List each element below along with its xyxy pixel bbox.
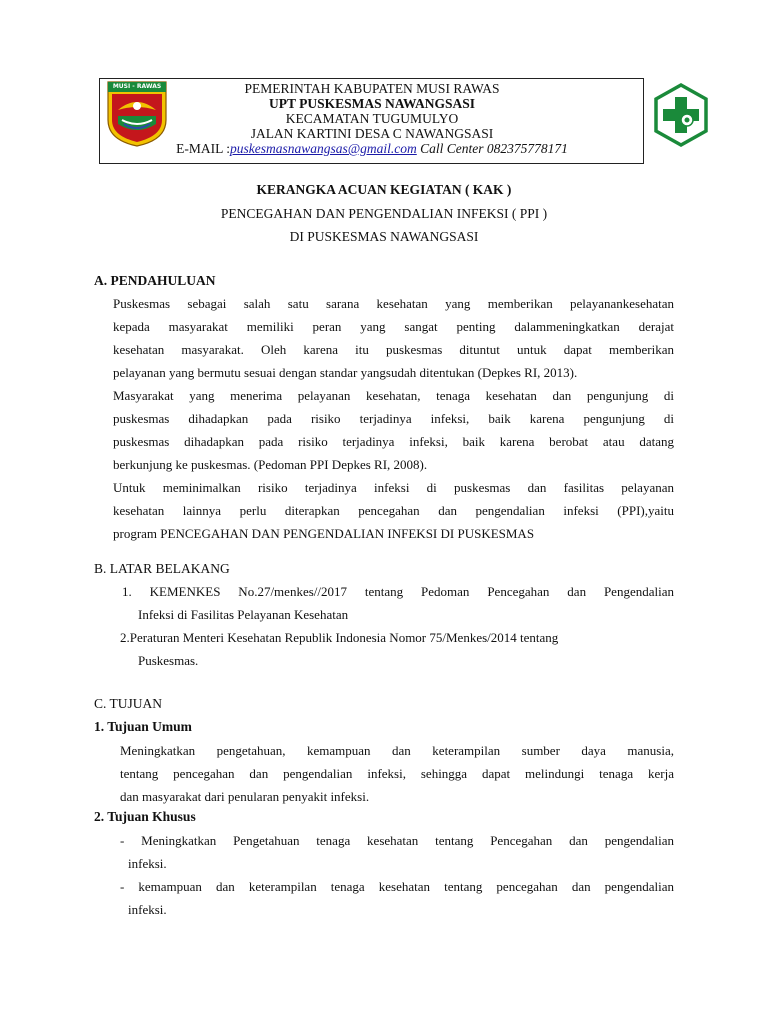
list-item-line: infeksi. xyxy=(128,856,167,871)
header-address: JALAN KARTINI DESA C NAWANGSASI xyxy=(250,126,494,141)
section-b-item-1 xyxy=(122,580,674,626)
section-a-heading: A. PENDAHULUAN xyxy=(94,273,216,288)
tujuan-khusus-item-2 xyxy=(120,875,674,921)
section-b-item-2 xyxy=(120,626,558,672)
list-item-line: 2.Peraturan Menteri Kesehatan Republik Indonesia Nomor 75/Menkes/2014 tentang xyxy=(120,630,559,645)
paragraph-line: pelayanan yang bermutu sesuai dengan standar yangsudah ditentukan (Depkes RI, 2013). xyxy=(113,365,578,380)
paragraph-line: kesehatan masyarakat. Oleh karena itu puskesmas dituntut untuk dapat memberikan xyxy=(113,342,674,357)
paragraph-line: kesehatan lainnya perlu diterapkan pencegahan dan pengendalian infeksi (PPI),yaitu xyxy=(113,503,674,518)
section-a-body xyxy=(113,292,674,545)
list-item-line: Puskesmas. xyxy=(138,653,199,668)
document-subtitle: PENCEGAHAN DAN PENGENDALIAN INFEKSI ( PPI ) xyxy=(220,206,548,221)
list-item-line: - kemampuan dan keterampilan tenaga kesehatan tentang pencegahan dan pengendalian xyxy=(120,879,674,894)
list-item-line: Infeksi di Fasilitas Pelayanan Kesehatan xyxy=(138,607,349,622)
section-b-heading: B. LATAR BELAKANG xyxy=(94,561,230,576)
header-government: PEMERINTAH KABUPATEN MUSI RAWAS xyxy=(244,81,500,96)
document-location: DI PUSKESMAS NAWANGSASI xyxy=(289,229,479,244)
paragraph-line: puskesmas dihadapkan pada risiko terjadinya infeksi, baik karena pengunjung di xyxy=(113,411,674,426)
call-center: Call Center 082375778171 xyxy=(416,141,568,156)
email-link[interactable]: puskesmasnawangsas@gmail.com xyxy=(229,141,417,156)
paragraph-line: berkunjung ke puskesmas. (Pedoman PPI Depkes RI, 2008). xyxy=(113,457,428,472)
paragraph-line: dan masyarakat dari penularan penyakit infeksi. xyxy=(120,789,370,804)
paragraph-line: Puskesmas sebagai salah satu sarana kesehatan yang memberikan pelayanankesehatan xyxy=(113,296,674,311)
tujuan-khusus-item-1 xyxy=(120,829,674,875)
paragraph-line: program PENCEGAHAN DAN PENGENDALIAN INFEKSI DI PUSKESMAS xyxy=(113,526,535,541)
list-item-line: infeksi. xyxy=(128,902,167,917)
tujuan-khusus-heading: 2. Tujuan Khusus xyxy=(94,809,196,824)
tujuan-umum-body xyxy=(120,739,674,808)
email-label: E-MAIL : xyxy=(176,141,230,156)
paragraph-line: Meningkatkan pengetahuan, kemampuan dan keterampilan sumber daya manusia, xyxy=(120,743,674,758)
list-item-line: 1. KEMENKES No.27/menkes//2017 tentang Pedoman Pencegahan dan Pengendalian xyxy=(122,584,674,599)
emblem-text: MUSI - RAWAS xyxy=(112,83,162,90)
paragraph-line: puskesmas dihadapkan pada risiko terjadinya infeksi, baik karena berobat atau datang xyxy=(113,434,674,449)
puskesmas-logo-icon xyxy=(652,82,710,148)
document-title: KERANGKA ACUAN KEGIATAN ( KAK ) xyxy=(256,182,512,197)
paragraph-line: tentang pencegahan dan pengendalian infeksi, sehingga dapat melindungi tenaga kerja xyxy=(120,766,674,781)
tujuan-umum-heading: 1. Tujuan Umum xyxy=(94,719,192,734)
paragraph-line: kepada masyarakat memiliki peran yang sangat penting dalammeningkatkan derajat xyxy=(113,319,674,334)
paragraph-line: Untuk meminimalkan risiko terjadinya infeksi di puskesmas dan fasilitas pelayanan xyxy=(113,480,674,495)
list-item-line: - Meningkatkan Pengetahuan tenaga kesehatan tentang Pencegahan dan pengendalian xyxy=(120,833,674,848)
paragraph-line: Masyarakat yang menerima pelayanan kesehatan, tenaga kesehatan dan pengunjung di xyxy=(113,388,674,403)
header-district: KECAMATAN TUGUMULYO xyxy=(285,111,459,126)
header-contact xyxy=(100,141,644,157)
section-c-heading: C. TUJUAN xyxy=(94,696,163,711)
header-puskesmas-name: UPT PUSKESMAS NAWANGSASI xyxy=(268,96,476,111)
